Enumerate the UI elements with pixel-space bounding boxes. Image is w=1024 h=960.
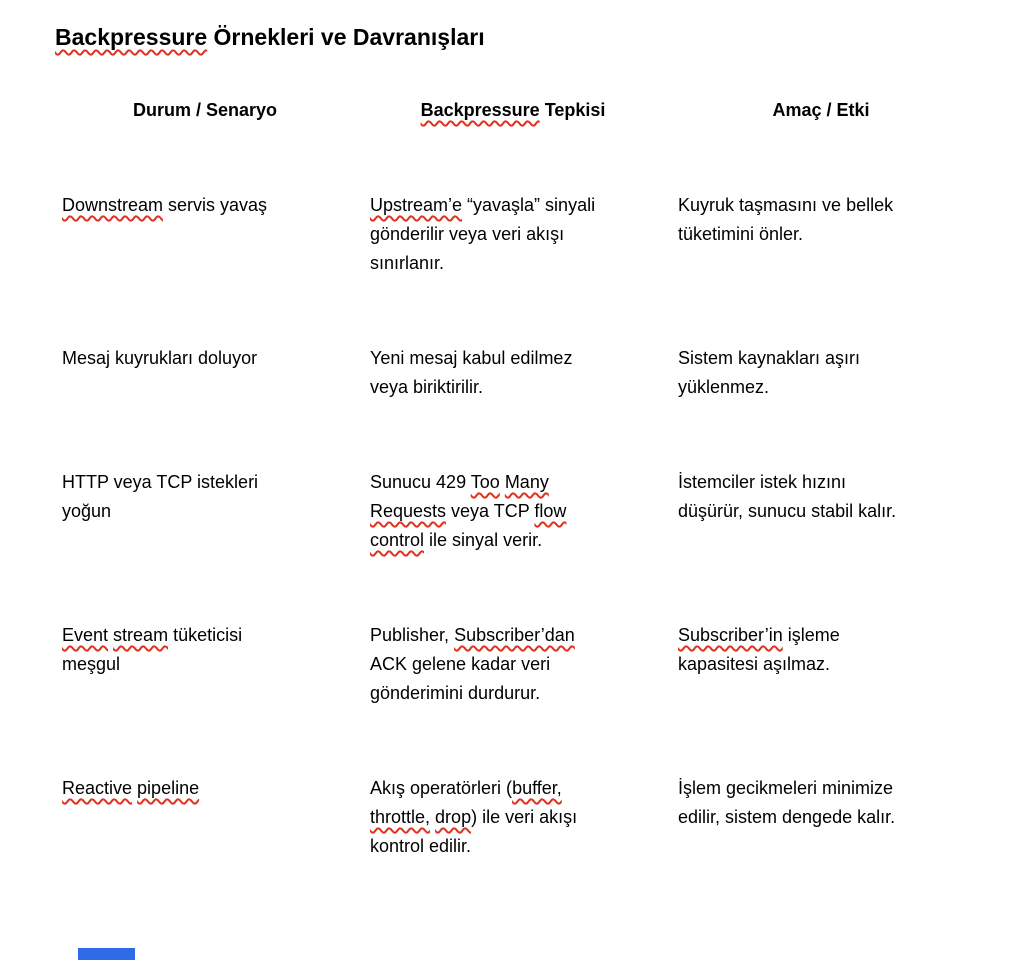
- text-segment: işleme: [782, 625, 840, 645]
- misspelled-word: stream: [113, 625, 169, 645]
- column-header-backpressure-tepkisi: [370, 96, 656, 125]
- text-line: [370, 774, 656, 803]
- table-cell: [370, 774, 656, 861]
- text-segment: Durum / Senaryo: [132, 100, 278, 120]
- text-line: [678, 621, 964, 650]
- text-line: [370, 497, 656, 526]
- table-cell: [370, 621, 656, 708]
- table-cell: [678, 621, 964, 708]
- misspelled-word: Many: [504, 472, 549, 492]
- text-line: [62, 191, 348, 220]
- text-line: [62, 497, 348, 526]
- table-cell: [678, 774, 964, 861]
- text-segment: servis yavaş: [163, 195, 268, 215]
- text-line: [678, 191, 964, 220]
- misspelled-word: Too: [470, 472, 500, 492]
- text-segment: Amaç / Etki: [772, 100, 870, 120]
- table-cell: [678, 344, 964, 402]
- cutoff-blue-element: [78, 948, 135, 960]
- text-line: [678, 468, 964, 497]
- table-row: [62, 621, 964, 708]
- table-row: [62, 344, 964, 402]
- text-segment: Akış operatörleri (: [370, 778, 513, 798]
- text-segment: ile sinyal verir.: [424, 530, 543, 550]
- backpressure-table: [62, 96, 964, 927]
- text-line: [62, 650, 348, 679]
- text-line: [62, 344, 348, 373]
- misspelled-word: Event: [62, 625, 109, 645]
- text-segment: “yavaşla” sinyali: [462, 195, 596, 215]
- text-line: [678, 774, 964, 803]
- table-row: [62, 468, 964, 555]
- text-segment: düşürür, sunucu stabil kalır.: [678, 501, 897, 521]
- misspelled-word: Subscriber’in: [678, 625, 783, 645]
- text-line: [678, 497, 964, 526]
- text-segment: Örnekleri ve Davranışları: [207, 24, 485, 50]
- text-segment: Sunucu 429: [370, 472, 471, 492]
- text-segment: ACK gelene kadar veri: [370, 654, 551, 674]
- text-segment: HTTP veya TCP istekleri: [62, 472, 259, 492]
- table-cell: [678, 468, 964, 555]
- text-line: [678, 344, 964, 373]
- table-cell: [62, 468, 348, 555]
- misspelled-word: Subscriber’dan: [454, 625, 575, 645]
- misspelled-word: control: [370, 530, 425, 550]
- text-segment: kapasitesi aşılmaz.: [678, 654, 831, 674]
- text-line: [370, 373, 656, 402]
- misspelled-word: flow: [534, 501, 567, 521]
- text-segment: gönderimini durdurur.: [370, 683, 541, 703]
- text-line: [370, 191, 656, 220]
- text-line: [370, 679, 656, 708]
- text-line: [370, 468, 656, 497]
- text-line: [370, 249, 656, 278]
- text-line: [370, 220, 656, 249]
- text-line: [678, 220, 964, 249]
- text-segment: veya biriktirilir.: [370, 377, 484, 397]
- text-segment: tüketicisi: [168, 625, 243, 645]
- table-cell: [370, 344, 656, 402]
- text-segment: Yeni mesaj kabul edilmez: [370, 348, 573, 368]
- misspelled-word: drop: [435, 807, 472, 827]
- misspelled-word: buffer,: [512, 778, 562, 798]
- misspelled-word: Backpressure: [55, 24, 208, 50]
- text-segment: Mesaj kuyrukları doluyor: [62, 348, 258, 368]
- text-line: [370, 526, 656, 555]
- text-line: [678, 803, 964, 832]
- text-segment: İstemciler istek hızını: [678, 472, 847, 492]
- text-segment: tüketimini önler.: [678, 224, 804, 244]
- text-line: [678, 650, 964, 679]
- column-header-amac-etki: [678, 96, 964, 125]
- text-line: [370, 621, 656, 650]
- table-row: [62, 191, 964, 278]
- table-cell: [62, 191, 348, 278]
- text-segment: Sistem kaynakları aşırı: [678, 348, 861, 368]
- table-body: [62, 191, 964, 861]
- misspelled-word: Reactive: [62, 778, 133, 798]
- document-title: [55, 22, 485, 52]
- text-segment: yoğun: [62, 501, 112, 521]
- text-segment: Tepkisi: [539, 100, 606, 120]
- column-header-durum-senaryo: [62, 96, 348, 125]
- text-line: [370, 803, 656, 832]
- table-cell: [678, 191, 964, 278]
- text-line: [370, 344, 656, 373]
- text-segment: İşlem gecikmeleri minimize: [678, 778, 894, 798]
- text-line: [62, 468, 348, 497]
- misspelled-word: Backpressure: [420, 100, 540, 120]
- text-segment: gönderilir veya veri akışı: [370, 224, 565, 244]
- table-row: [62, 774, 964, 861]
- text-line: [678, 373, 964, 402]
- misspelled-word: throttle,: [370, 807, 431, 827]
- text-segment: sınırlanır.: [370, 253, 445, 273]
- misspelled-word: Upstream’e: [370, 195, 463, 215]
- text-segment: Kuyruk taşmasını ve bellek: [678, 195, 894, 215]
- table-cell: [62, 774, 348, 861]
- misspelled-word: Downstream: [62, 195, 164, 215]
- table-header-row: [62, 96, 964, 125]
- misspelled-word: Requests: [370, 501, 447, 521]
- table-cell: [370, 191, 656, 278]
- text-segment: veya TCP: [446, 501, 535, 521]
- text-line: [62, 774, 348, 803]
- misspelled-word: pipeline: [137, 778, 200, 798]
- text-segment: meşgul: [62, 654, 121, 674]
- text-segment: kontrol edilir.: [370, 836, 472, 856]
- text-segment: edilir, sistem dengede kalır.: [678, 807, 896, 827]
- table-cell: [370, 468, 656, 555]
- text-segment: Publisher,: [370, 625, 455, 645]
- text-line: [370, 832, 656, 861]
- table-cell: [62, 621, 348, 708]
- text-line: [370, 650, 656, 679]
- text-segment: yüklenmez.: [678, 377, 770, 397]
- text-line: [62, 621, 348, 650]
- text-segment: ) ile veri akışı: [471, 807, 578, 827]
- table-cell: [62, 344, 348, 402]
